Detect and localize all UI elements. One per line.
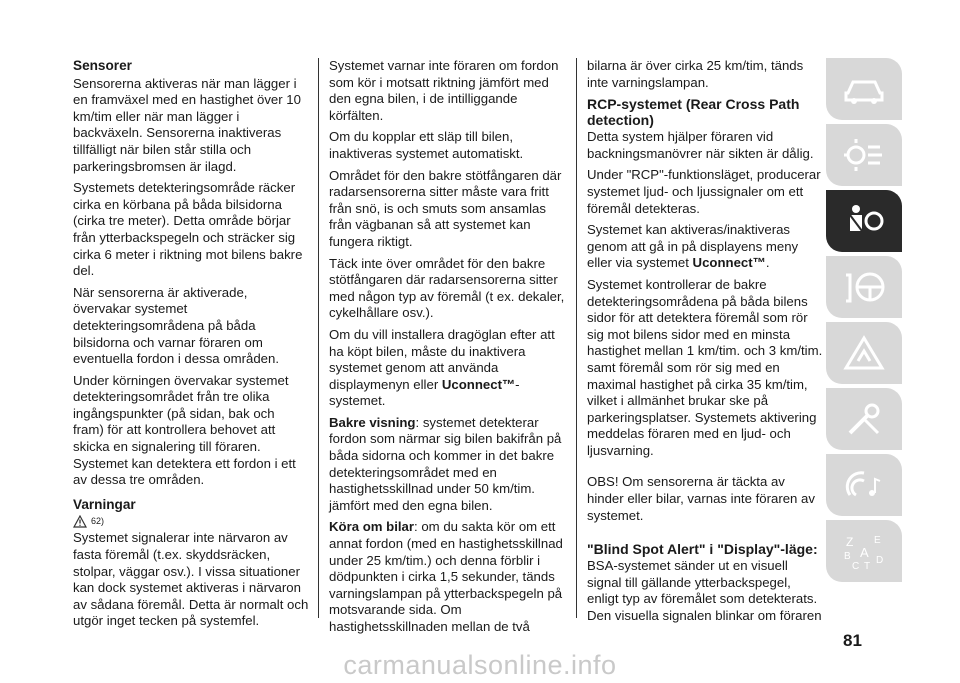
text-span: . [765, 255, 770, 271]
paragraph: Området för den bakre stötfångaren där radarsensorerna sitter måste vara fritt från snö, is och smuts som ansamlas från vägbanan så att systemet kan fungera riktigt. [329, 167, 562, 249]
tab-index[interactable] [826, 520, 902, 582]
tab-maintenance[interactable] [826, 388, 902, 450]
paragraph: När sensorerna är aktiverade, övervakar systemet detekteringsområdena på båda bilsidorna och varnar föraren om eventuella fordon i dessa områden. [73, 284, 280, 367]
seatbelt-airbag-icon [840, 201, 888, 241]
paragraph: Systemets detekteringsområde räcker cirka en körbana på båda bilsidorna (cirka tre meter). Detta område börjar från ytterbackspegeln och sträcker sig cirka 6 meter i riktning mot bilens bakre del. [73, 180, 303, 279]
paragraph: OBS! Om sensorerna är täckta av hinder eller bilar, varnas inte föraren av systemet. [587, 474, 815, 523]
term-kora-om-bilar: Köra om bilar [329, 519, 415, 535]
paragraph: Systemet kontrollerar de bakre detekteringsområdena på båda bilens sidor för att detektera föremål som rör sig mot bilens sidor med en minsta hastighet mellan 1 km/tim. och 3 km/tim. samt föremål som rör sig med en maximal hastighet på cirka 35 km/tim, vilket i allmänhet brukar ske på parkeringsplatser. Systemets aktivering meddelas föraren med en ljud- och ljusvarning. [587, 276, 823, 458]
section-title-sensorer: Sensorer [73, 58, 132, 73]
warning-triangle-icon [840, 333, 888, 373]
index-letter: A [860, 545, 869, 560]
tab-starting-driving[interactable] [826, 256, 902, 318]
paragraph: Under körningen övervakar systemet detekteringsområdet från tre olika ingångspunkter (på sidan, bak och fram) för att kontrollera behovet att skicka en signalering till föraren. Systemet kan detektera ett fordon i ett av dessa tre områden. [73, 372, 296, 488]
index-letter: C [852, 561, 860, 571]
tab-safety[interactable] [826, 190, 902, 252]
tab-car[interactable] [826, 58, 902, 120]
text-span: Om du vill installera dragöglan efter att ha köpt bilen, måste du inaktivera systemet genom att använda displaymenyn eller [329, 326, 555, 392]
lights-icon [840, 135, 888, 175]
index-letter: D [876, 555, 884, 566]
paragraph [587, 222, 823, 272]
text-column-3 [587, 58, 823, 630]
paragraph: Systemet varnar inte föraren om fordon som kör i motsatt riktning jämfört med den egna bilen, i de intilliggande körfälten. [329, 58, 559, 123]
steering-icon [840, 267, 888, 307]
tools-icon [840, 399, 888, 439]
car-icon [840, 69, 888, 109]
warning-reference [73, 514, 309, 528]
paragraph [329, 415, 565, 515]
multimedia-icon [840, 465, 888, 505]
spacer [587, 464, 823, 474]
tab-multimedia[interactable] [826, 454, 902, 516]
paragraph: Under "RCP"-funktionsläget, producerar systemet ljud- och ljussignaler om ett föremål detekteras. [587, 167, 821, 216]
tab-lights[interactable] [826, 124, 902, 186]
warning-ref-number: 62) [91, 516, 105, 527]
paragraph: Detta system hjälper föraren vid backningsmanövrer när sikten är dålig. [587, 129, 814, 161]
paragraph [329, 327, 565, 410]
text-column-2 [329, 58, 565, 641]
text-span: Systemet kan aktiveras/inaktiveras genom att gå in på displayens meny eller via systemet [587, 222, 799, 271]
text-span: : systemet detekterar fordon som närmar sig bilen bakifrån på båda sidorna och kommer in det bakre detekteringsområdet med en hastighetsskillnad under 50 km/tim. jämfört med den egna bilen. [329, 414, 562, 513]
index-letter: B [844, 551, 851, 562]
paragraph: bilarna är över cirka 25 km/tim, tänds inte varningslampan. [587, 58, 804, 90]
section-title-varningar: Varningar [73, 496, 136, 512]
section-title-blind-spot-alert: "Blind Spot Alert" i "Display"-läge: [587, 541, 818, 558]
watermark: carmanualsonline.info [343, 650, 617, 680]
uconnect-brand: Uconnect™ [692, 255, 766, 271]
index-letter: Z [846, 535, 854, 549]
spacer [587, 529, 823, 539]
index-letter: E [874, 535, 881, 546]
term-bakre-visning: Bakre visning [329, 414, 416, 430]
uconnect-brand: Uconnect™ [441, 376, 516, 392]
paragraph: Täck inte över området för den bakre stötfångaren där radarsensorerna sitter med någon typ av föremål (t ex. dekaler, cykelhållare osv.). [329, 255, 565, 321]
column-divider-2 [576, 58, 577, 618]
column-divider-1 [318, 58, 319, 618]
page-number: 81 [843, 631, 862, 650]
tab-emergency[interactable] [826, 322, 902, 384]
paragraph [329, 519, 565, 635]
warning-triangle-icon [73, 515, 87, 528]
paragraph: Systemet signalerar inte närvaron av fasta föremål (t.ex. skyddsräcken, stolpar, väggar osv.). I vissa situationer kan dock systemet aktiveras i närvaron av sådana föremål. Detta är normalt och utgör inget tecken på systemfel. [73, 530, 309, 629]
text-span: : om du sakta kör om ett annat fordon (med en hastighetsskillnad under 25 km/tim.) och denna förblir i dödpunkten i cirka 1,5 sekunder, tänds varningslampan på ytterbackspegeln på motsvarande sida. Om hastighetsskillnaden mellan de två [329, 519, 563, 634]
text-span: -systemet. [329, 376, 520, 409]
alphabet-index-icon [840, 531, 888, 571]
section-title-rcp: RCP-systemet (Rear Cross Path detection) [587, 96, 800, 129]
index-letter: T [864, 561, 871, 571]
text-column-1 [73, 58, 309, 635]
paragraph: Sensorerna aktiveras när man lägger i en framväxel med en hastighet över 10 km/tim eller när man lägger i backväxeln. Sensorerna inaktiveras tillfälligt när bilen står stilla och parkeringsbromsen är ilagd. [73, 75, 301, 174]
paragraph: Om du kopplar ett släp till bilen, inaktiveras systemet automatiskt. [329, 129, 524, 161]
paragraph: BSA-systemet sänder ut en visuell signal till gällande ytterbackspegel, enligt typ av föremålet som detekterats. Den visuella signalen blinkar om föraren [587, 558, 822, 624]
